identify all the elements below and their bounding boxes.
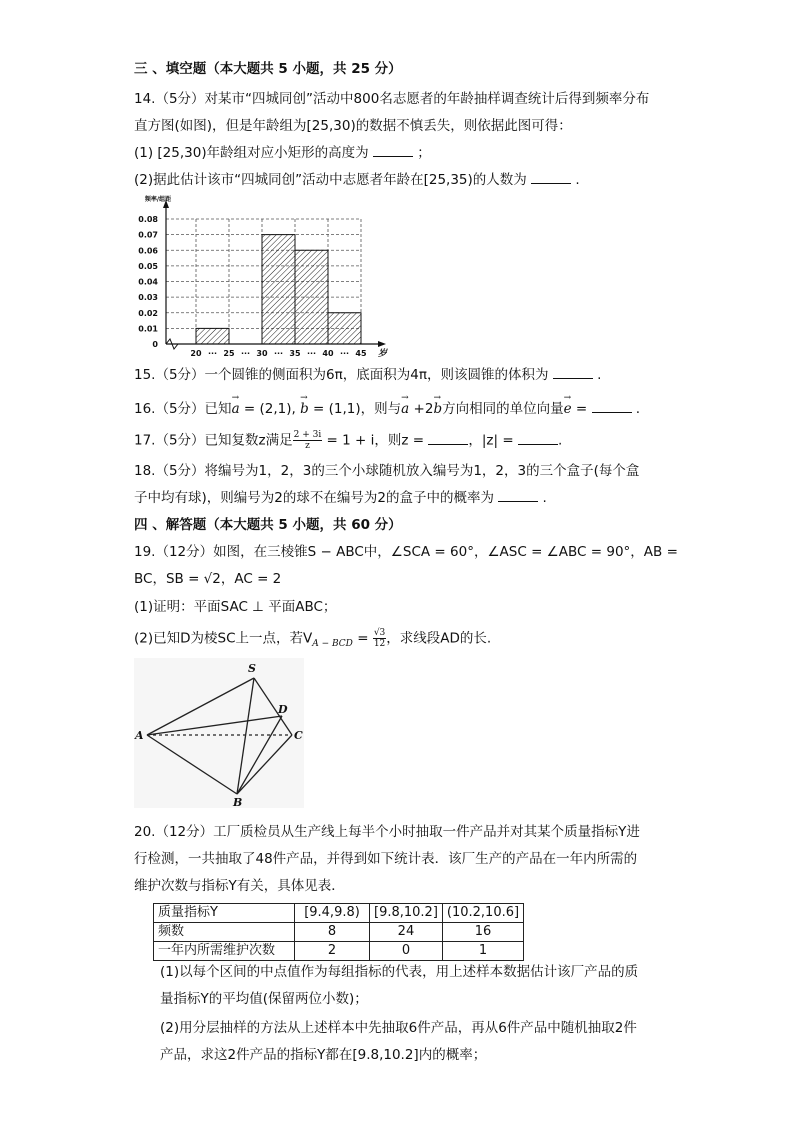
y-tick-label: 0.07 xyxy=(138,230,158,240)
q19-line2: BC，SB = √2，AC = 2 xyxy=(134,571,282,587)
q16-b: = (2,1), xyxy=(239,401,301,417)
q18-line1: 18.（5分）将编号为1，2，3的三个小球随机放入编号为1，2，3的三个盒子(每个盒 xyxy=(134,463,640,479)
q17-blank-2[interactable] xyxy=(518,432,558,445)
q17-a: 17.（5分）已知复数z满足 xyxy=(134,432,293,449)
label-d: D xyxy=(278,703,288,716)
stat-table xyxy=(153,903,524,961)
table-cell: 8 xyxy=(295,923,370,942)
histogram-bar xyxy=(196,328,229,344)
q20-part2-line2: 产品，求这2件产品的指标Y都在[9.8,10.2]内的概率； xyxy=(160,1047,487,1063)
q19-part2c: ，求线段AD的长. xyxy=(386,630,492,647)
label-c: C xyxy=(294,729,303,742)
q17-fraction xyxy=(293,430,323,451)
x-tick-dots: ··· xyxy=(207,349,218,358)
table-row xyxy=(154,942,524,961)
q16-blank[interactable] xyxy=(592,400,632,413)
x-axis-arrow xyxy=(378,341,386,347)
x-tick-label: 40 xyxy=(322,349,334,358)
q14-line2: 直方图(如图)，但是年龄组为[25,30)的数据不慎丢失，则依据此图可得： xyxy=(134,118,572,134)
q19-line1: 19.（12分）如图，在三棱锥S − ABC中，∠SCA = 60°，∠ASC = ∠ABC = 90°，AB = xyxy=(134,544,678,560)
q14-blank-1[interactable] xyxy=(373,144,413,157)
q16 xyxy=(134,399,640,419)
table-cell: [9.8,10.2] xyxy=(370,904,443,923)
x-tick-dots: ··· xyxy=(339,349,350,358)
q19-part2 xyxy=(134,628,491,654)
q19-part2b: = xyxy=(352,630,373,647)
q14-blank-2[interactable] xyxy=(531,171,571,184)
q18-line2-text: 子中均有球)，则编号为2的球不在编号为2的盒子中的概率为 xyxy=(134,490,494,506)
q17-b: = 1 + i，则z = xyxy=(322,432,425,449)
q14-part2 xyxy=(134,170,580,190)
table-cell: 16 xyxy=(442,923,523,942)
q18-blank[interactable] xyxy=(498,489,538,502)
q18-end: . xyxy=(542,490,547,506)
q19-numerator: √3 xyxy=(373,628,386,638)
y-tick-label: 0.01 xyxy=(138,324,158,334)
q19-fraction xyxy=(373,628,386,649)
vector-a-2: → a xyxy=(401,399,409,419)
q20-line2: 行检测，一共抽取了48件产品，并得到如下统计表．该厂生产的产品在一年内所需的 xyxy=(134,851,638,867)
y-tick-label: 0.02 xyxy=(138,308,158,318)
table-cell: 1 xyxy=(442,942,523,961)
x-tick-dots: ··· xyxy=(240,349,251,358)
x-tick-label: 25 xyxy=(223,349,235,358)
q16-a: 16.（5分）已知 xyxy=(134,401,232,417)
q14-part2-end: . xyxy=(575,172,580,188)
x-tick-dots: ··· xyxy=(306,349,317,358)
section-3-heading: 三 、填空题（本大题共 5 小题，共 25 分） xyxy=(134,61,402,77)
q16-d: +2 xyxy=(409,401,434,417)
table-cell: 2 xyxy=(295,942,370,961)
q20-part2-line1: (2)用分层抽样的方法从上述样本中先抽取6件产品，再从6件产品中随机抽取2件 xyxy=(160,1020,637,1036)
vector-b: → b xyxy=(300,399,309,419)
table-cell: [9.4,9.8) xyxy=(295,904,370,923)
histogram-bar xyxy=(295,250,328,344)
y-tick-label: 0.03 xyxy=(138,293,158,303)
histogram-bar xyxy=(262,235,295,344)
section-4-heading: 四 、解答题（本大题共 5 小题，共 60 分） xyxy=(134,517,402,533)
q17-blank-1[interactable] xyxy=(428,432,468,445)
x-axis-label: 岁 xyxy=(378,349,388,359)
q15-end: . xyxy=(597,367,602,383)
q14-part1-text: (1) [25,30)年龄组对应小矩形的高度为 xyxy=(134,145,369,161)
y-tick-label: 0.04 xyxy=(138,277,158,287)
q16-end: . xyxy=(635,401,641,417)
q14-line1: 14.（5分）对某市“四城同创”活动中800名志愿者的年龄抽样调查统计后得到频率分布 xyxy=(134,91,650,107)
vector-b-2: → b xyxy=(433,399,442,419)
q20-line3: 维护次数与指标Y有关，具体见表． xyxy=(134,878,345,894)
q16-e: 方向相同的单位向量 xyxy=(442,401,564,417)
y-tick-label: 0.08 xyxy=(138,215,158,224)
q16-f: = xyxy=(571,401,588,417)
table-cell: 一年内所需维护次数 xyxy=(154,942,295,961)
q17-end: . xyxy=(557,432,563,449)
vector-a: → a xyxy=(232,399,240,419)
x-tick-label: 45 xyxy=(355,349,367,358)
y-tick-label: 0.06 xyxy=(138,246,158,256)
q19-part2a: (2)已知D为棱SC上一点，若V xyxy=(134,630,313,647)
label-s: S xyxy=(248,662,256,675)
q14-part1 xyxy=(134,143,431,163)
label-a: A xyxy=(135,729,144,742)
x-tick-label: 20 xyxy=(190,349,202,358)
histogram-bar xyxy=(328,313,361,344)
q20-line1: 20.（12分）工厂质检员从生产线上每半个小时抽取一件产品并对其某个质量指标Y进 xyxy=(134,824,640,840)
table-row xyxy=(154,923,524,942)
frequency-histogram xyxy=(130,194,395,360)
vector-e: → e xyxy=(564,399,572,419)
q15 xyxy=(134,365,601,385)
table-cell: 0 xyxy=(370,942,443,961)
q20-part1-line1: (1)以每个区间的中点值作为每组指标的代表，用上述样本数据估计该厂产品的质 xyxy=(160,964,639,980)
table-cell: (10.2,10.6] xyxy=(442,904,523,923)
tetrahedron-figure xyxy=(134,658,304,808)
q17-numerator: 2 + 3i xyxy=(293,430,322,440)
q19-volume-subscript: A − BCD xyxy=(312,639,353,650)
label-b: B xyxy=(233,796,243,808)
q17-denominator: z xyxy=(305,441,310,451)
x-tick-label: 30 xyxy=(256,349,268,358)
q20-part1-line2: 量指标Y的平均值(保留两位小数)； xyxy=(160,991,368,1007)
q17-c: ，|z| = xyxy=(468,432,514,449)
q19-part1: (1)证明：平面SAC ⊥ 平面ABC； xyxy=(134,599,337,615)
table-row xyxy=(154,904,524,923)
x-tick-dots: ··· xyxy=(273,349,284,358)
q15-text: 15.（5分）一个圆锥的侧面积为6π，底面积为4π，则该圆锥的体积为 xyxy=(134,367,549,383)
y-tick-label: 0.05 xyxy=(138,261,158,271)
y-axis-label: 频率/组距 xyxy=(144,196,172,203)
x-tick-label: 35 xyxy=(289,349,301,358)
q18-line2 xyxy=(134,488,547,508)
table-cell: 频数 xyxy=(154,923,295,942)
q19-denominator: 12 xyxy=(373,639,386,649)
q15-blank[interactable] xyxy=(553,366,593,379)
q17 xyxy=(134,430,562,451)
table-cell: 质量指标Y xyxy=(154,904,295,923)
q14-part1-end: ； xyxy=(417,145,431,161)
q16-c: = (1,1)，则与 xyxy=(308,401,402,417)
y-tick-label: 0 xyxy=(152,340,158,349)
q14-part2-text: (2)据此估计该市“四城同创”活动中志愿者年龄在[25,35)的人数为 xyxy=(134,172,527,188)
table-cell: 24 xyxy=(370,923,443,942)
